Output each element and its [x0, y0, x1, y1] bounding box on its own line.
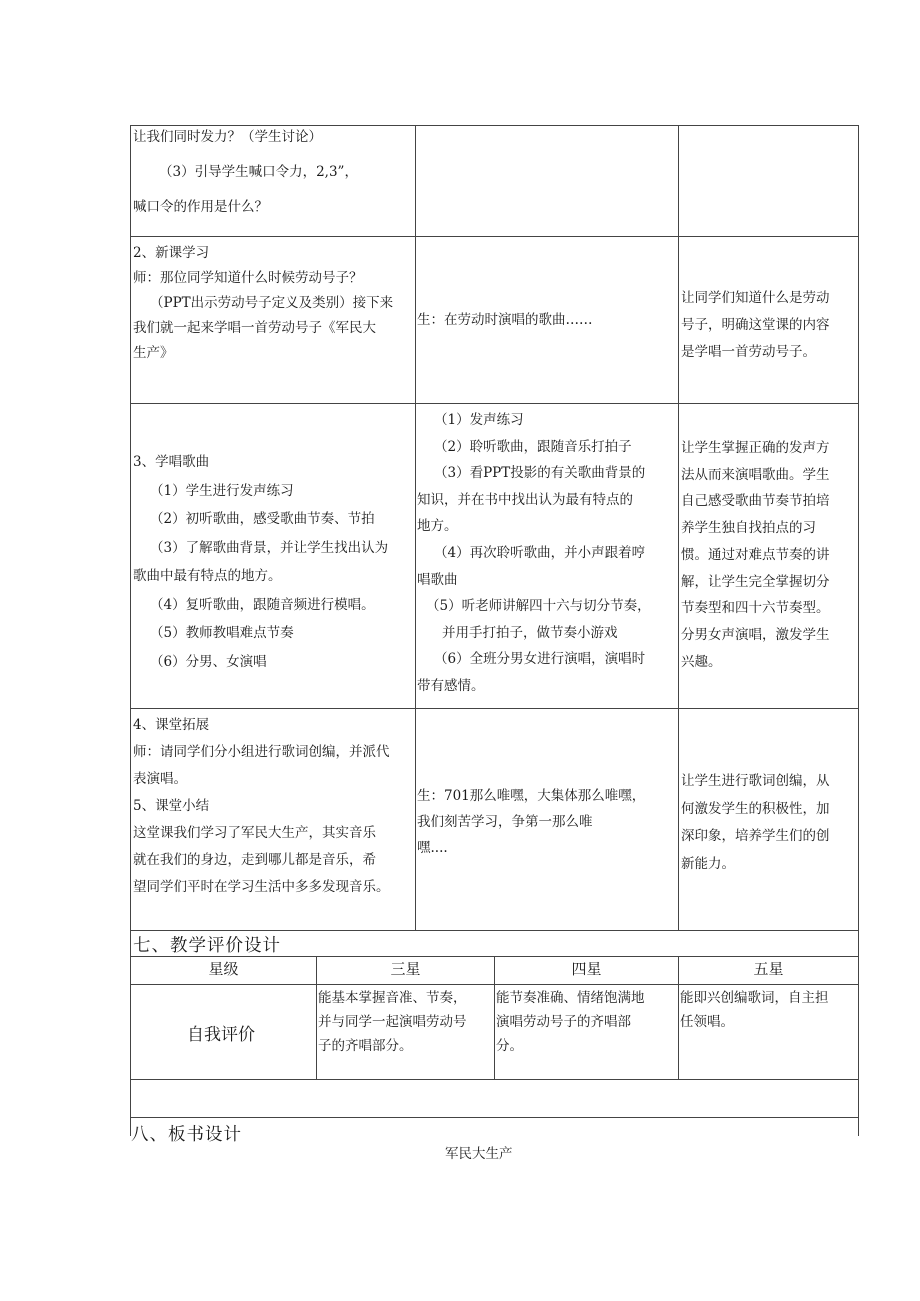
intent-line: 号子，明确这堂课的内容	[681, 317, 830, 333]
teacher-line: （3）了解歌曲背景，并让学生找出认为	[150, 539, 389, 556]
intent-line: 养学生独自找拍点的习	[681, 520, 816, 537]
intent-line: 让学生掌握正确的发声方	[681, 440, 830, 456]
teacher-line: 4、课堂拓展	[133, 717, 210, 733]
student-line: （6）全班分男女进行演唱，演唱时	[434, 651, 646, 668]
criteria-line: 演唱劳动号子的齐唱部	[496, 1014, 631, 1030]
student-line: 并用手打拍子，做节奏小游戏	[442, 624, 618, 641]
header-level: 星级	[208, 960, 239, 978]
student-line: 我们刻苦学习，争第一那么唯	[417, 814, 593, 830]
intent-line: 法从而来演唱歌曲。学生	[681, 466, 830, 483]
header-four-star: 四星	[571, 960, 602, 978]
intent-cell-row3	[681, 435, 830, 675]
teacher-line: （3）引导学生喊口令力，2,3”，	[159, 164, 358, 180]
student-line: （1）发声练习	[434, 412, 524, 428]
teacher-line: （6）分男、女演唱	[150, 653, 267, 670]
header-five-star: 五星	[753, 960, 784, 978]
teacher-line: 这堂课我们学习了军民大生产，其实音乐	[133, 825, 376, 841]
criteria-line: 任领唱。	[680, 1014, 734, 1030]
teacher-line: 喊口令的作用是什么？	[133, 199, 268, 215]
intent-line: 是学唱一首劳动号子。	[681, 344, 816, 360]
intent-line: 何激发学生的积极性，加	[681, 800, 830, 817]
teacher-cell-row2	[133, 241, 393, 366]
four-star-criteria	[496, 986, 645, 1058]
board-title: 军民大生产	[445, 1146, 513, 1162]
board-design-heading: 八、板书设计	[131, 1125, 242, 1145]
five-star-criteria	[680, 986, 829, 1034]
self-evaluation-label: 自我评价	[187, 1025, 255, 1045]
teacher-line: （5）教师教唱难点节奏	[150, 625, 294, 641]
teacher-cell-row1	[133, 125, 358, 220]
criteria-line: 能即兴创编歌词，自主担	[680, 990, 829, 1006]
teacher-line: 就在我们的身边，走到哪儿都是音乐，希	[133, 852, 376, 868]
student-line: 知识，并在书中找出认为最有特点的	[417, 491, 633, 508]
student-line: （4）再次聆听歌曲，并小声跟着哼	[434, 544, 646, 561]
student-cell-row2	[417, 308, 593, 333]
table-border	[130, 403, 859, 404]
table-border	[415, 125, 416, 931]
student-line: （5）听老师讲解四十六与切分节奏，	[426, 598, 651, 615]
table-border	[130, 236, 859, 237]
teacher-line: （1）学生进行发声练习	[150, 482, 294, 499]
teacher-cell-row4	[133, 712, 390, 901]
teacher-line: （4）复听歌曲，跟随音频进行模唱。	[150, 596, 375, 613]
criteria-line: 能节奏准确、情绪饱满地	[496, 990, 645, 1006]
teacher-line: 歌曲中最有特点的地方。	[133, 568, 282, 584]
table-border	[678, 125, 679, 931]
criteria-line: 并与同学一起演唱劳动号	[318, 1014, 467, 1030]
student-line: 生：在劳动时演唱的歌曲……	[417, 312, 593, 328]
teacher-line: 2、新课学习	[133, 245, 210, 261]
criteria-line: 能基本掌握音准、节奏，	[318, 990, 467, 1006]
student-line: 带有感情。	[417, 677, 485, 694]
teacher-line: （PPT出示劳动号子定义及类别）接下来	[150, 295, 394, 311]
table-border	[130, 708, 859, 709]
teacher-line: 5、课堂小结	[133, 798, 210, 814]
intent-line: 自己感受歌曲节奏节拍培	[681, 493, 830, 510]
table-border	[130, 1117, 859, 1118]
student-line: 地方。	[417, 518, 458, 535]
intent-line: 深印象，培养学生们的创	[681, 828, 830, 844]
teacher-line: 3、学唱歌曲	[133, 454, 210, 470]
intent-line: 解，让学生完全掌握切分	[681, 573, 830, 590]
student-cell-row4	[417, 783, 645, 861]
teacher-line: 望同学们平时在学习生活中多多发现音乐。	[133, 879, 390, 895]
student-line: （2）聆听歌曲，跟随音乐打拍子	[434, 438, 632, 455]
intent-cell-row2	[681, 285, 830, 366]
intent-line: 惯。通过对难点节奏的讲	[681, 546, 830, 563]
student-line: （3）看PPT投影的有关歌曲背景的	[434, 465, 646, 482]
teacher-line: 生产》	[133, 345, 174, 361]
table-border	[130, 930, 859, 931]
intent-line: 兴趣。	[681, 653, 722, 670]
teacher-line: 师：那位同学知道什么时候劳动号子？	[133, 270, 363, 286]
intent-line: 节奏型和四十六节奏型。	[681, 600, 830, 617]
three-star-criteria	[318, 986, 467, 1058]
teacher-line: 我们就一起来学唱一首劳动号子《军民大	[133, 320, 376, 336]
teacher-line: 师：请同学们分小组进行歌词创编，并派代	[133, 744, 390, 760]
teacher-line: 表演唱。	[133, 771, 187, 787]
student-line: 生：701那么唯嘿，大集体那么唯嘿，	[417, 788, 646, 804]
intent-line: 新能力。	[681, 855, 735, 872]
teacher-line: 让我们同时发力？（学生讨论）	[133, 129, 322, 145]
intent-line: 让学生进行歌词创编，从	[681, 773, 830, 789]
student-line: 唱歌曲	[417, 571, 458, 588]
intent-line: 分男女声演唱，激发学生	[681, 626, 830, 643]
evaluation-heading: 七、教学评价设计	[133, 936, 281, 956]
criteria-line: 子的齐唱部分。	[318, 1038, 413, 1054]
student-line: 嘿....	[417, 840, 448, 856]
intent-cell-row4	[681, 768, 830, 878]
teacher-cell-row3	[133, 448, 388, 676]
header-three-star: 三星	[390, 960, 421, 978]
teacher-line: （2）初听歌曲，感受歌曲节奏、节拍	[150, 511, 375, 527]
intent-line: 让同学们知道什么是劳动	[681, 290, 830, 306]
student-cell-row3	[417, 407, 651, 707]
criteria-line: 分。	[496, 1038, 523, 1054]
